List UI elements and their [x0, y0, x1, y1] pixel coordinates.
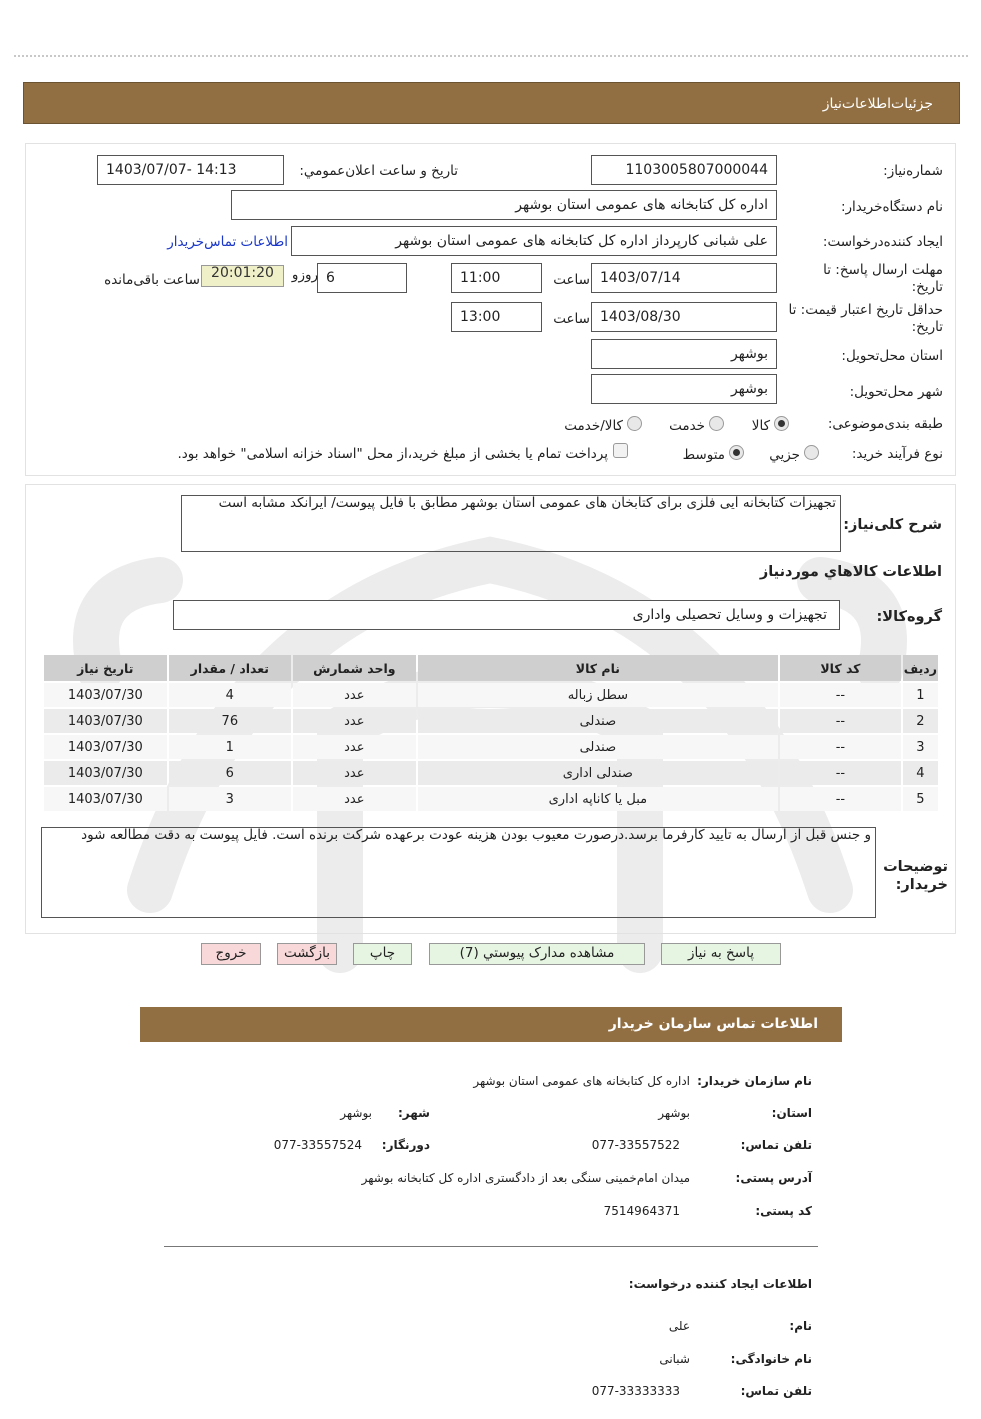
cell-unit: عدد	[293, 709, 416, 733]
contact-postal-value: 7514964371	[603, 1204, 680, 1218]
process-radio-medium[interactable]	[729, 445, 744, 460]
category-option-service: خدمت	[669, 418, 705, 434]
requester-phone-label: تلفن تماس:	[740, 1384, 812, 1398]
category-option-goods-service: کالا/خدمت	[564, 418, 623, 434]
need-number-field: 1103005807000044	[591, 155, 777, 185]
category-label: طبقه بندی‌موضوعی:	[827, 416, 943, 432]
cell-code: --	[780, 709, 901, 733]
contact-phone-label: تلفن تماس:	[740, 1138, 812, 1152]
contact-postal-label: کد پستی:	[755, 1204, 812, 1218]
buyer-notes-textarea[interactable]: و جنس قبل از ارسال به تایید کارفرما برسد.درصورت معیوب بودن هزینه عودت برعهده شرکت برنده است. فایل پیوست به دقت مطالعه شود	[41, 827, 876, 918]
page-header	[23, 82, 960, 124]
requester-name-value: علی	[668, 1319, 690, 1333]
print-button[interactable]: چاپ	[353, 943, 412, 965]
treasury-payment-checkbox[interactable]	[613, 443, 628, 458]
announce-datetime-label: تاریخ و ساعت اعلان‌عمومي:	[299, 163, 458, 179]
price-date-field: 1403/08/30	[591, 302, 777, 332]
requester-family-label: نام خانوادگی:	[730, 1352, 812, 1366]
buyer-org-label: نام دستگاه‌خریدار:	[840, 199, 943, 215]
cell-name: صندلی	[418, 735, 779, 759]
cell-date: 1403/07/30	[44, 735, 167, 759]
contact-address-value: میدان امام‌خمینی سنگی بعد از دادگستری اداره کل کتابخانه بوشهر	[361, 1171, 690, 1185]
buyer-contact-link[interactable]: اطلاعات تماس‌خریدار	[167, 234, 288, 250]
cell-name: مبل یا کاناپه اداری	[418, 787, 779, 811]
contact-divider	[164, 1246, 818, 1247]
cell-row: 4	[903, 761, 938, 785]
countdown-timer: 20:01:20	[201, 265, 284, 287]
cell-unit: عدد	[293, 787, 416, 811]
city-label: شهر محل‌تحویل:	[849, 384, 943, 400]
col-code: کد کالا	[780, 655, 901, 681]
category-radio-goods[interactable]	[774, 416, 789, 431]
cell-unit: عدد	[293, 761, 416, 785]
treasury-payment-note: پرداخت تمام یا بخشی از مبلغ خرید،از محل "اسناد خزانه اسلامی" خواهد بود.	[177, 446, 608, 462]
announce-datetime-field: 1403/07/07- 14:13	[97, 155, 284, 185]
cell-date: 1403/07/30	[44, 787, 167, 811]
cell-row: 2	[903, 709, 938, 733]
goods-table-wrap	[42, 653, 940, 813]
page-title: جزئیات‌اطلاعات‌نیاز	[822, 96, 933, 112]
summary-label: شرح کلی‌نیاز:	[843, 517, 942, 533]
table-row	[44, 787, 938, 811]
cell-date: 1403/07/30	[44, 761, 167, 785]
contact-province-value: بوشهر	[658, 1106, 690, 1120]
cell-row: 3	[903, 735, 938, 759]
creator-label: ایجاد کننده‌درخواست:	[822, 234, 943, 250]
process-radio-minor[interactable]	[804, 445, 819, 460]
reply-date-field: 1403/07/14	[591, 263, 777, 293]
cell-qty: 6	[169, 761, 292, 785]
requester-name-label: نام:	[789, 1319, 812, 1333]
goods-section-title: اطلاعات کالاهاي موردنیاز	[759, 564, 942, 580]
contact-address-label: آدرس پستی:	[735, 1171, 812, 1185]
contact-fax-label: دورنگار:	[381, 1138, 430, 1152]
summary-textarea[interactable]: تجهیزات کتابخانه ایی فلزی برای کتابخان های عمومی استان بوشهر مطابق با فایل پیوست/ ایرانکد مشابه است	[181, 495, 841, 552]
cell-code: --	[780, 683, 901, 707]
col-row: ردیف	[903, 655, 938, 681]
contact-province-label: استان:	[771, 1106, 812, 1120]
price-time-field: 13:00	[451, 302, 542, 332]
process-option-minor: جزیي	[769, 447, 800, 463]
need-number-label: شماره‌نیاز:	[883, 163, 943, 179]
top-dotted-divider	[14, 55, 968, 57]
contact-phone-value: 077-33557522	[591, 1138, 680, 1152]
city-field: بوشهر	[591, 374, 777, 404]
cell-date: 1403/07/30	[44, 683, 167, 707]
cell-code: --	[780, 787, 901, 811]
contact-fax-value: 077-33557524	[273, 1138, 362, 1152]
cell-qty: 1	[169, 735, 292, 759]
goods-group-field: تجهیزات و وسایل تحصیلی واداری	[173, 600, 840, 630]
cell-code: --	[780, 735, 901, 759]
contact-org-label: نام سازمان خریدار:	[697, 1074, 812, 1088]
buyer-notes-label: توضیحات خریدار:	[883, 859, 948, 893]
requester-family-value: شبانی	[659, 1352, 690, 1366]
cell-qty: 4	[169, 683, 292, 707]
table-row	[44, 709, 938, 733]
col-date: تاریخ نیاز	[44, 655, 167, 681]
cell-name: سطل زباله	[418, 683, 779, 707]
category-option-goods: کالا	[751, 418, 770, 434]
process-label: نوع فرآیند خرید:	[851, 446, 943, 462]
contact-org-value: اداره کل کتابخانه های عمومی استان بوشهر	[473, 1074, 690, 1088]
province-field: بوشهر	[591, 339, 777, 369]
category-radio-goods-service[interactable]	[627, 416, 642, 431]
province-label: استان محل‌تحویل:	[841, 348, 943, 364]
cell-qty: 3	[169, 787, 292, 811]
price-validity-label: حداقل تاریخ اعتبار قیمت: تا تاریخ:	[788, 302, 943, 335]
process-option-medium: متوسط	[682, 447, 725, 463]
reply-deadline-label: مهلت ارسال پاسخ: تا تاریخ:	[823, 262, 943, 295]
cell-unit: عدد	[293, 683, 416, 707]
contact-city-value: بوشهر	[340, 1106, 372, 1120]
reply-time-field: 11:00	[451, 263, 542, 293]
cell-date: 1403/07/30	[44, 709, 167, 733]
cell-row: 5	[903, 787, 938, 811]
cell-row: 1	[903, 683, 938, 707]
requester-title: اطلاعات ایجاد کننده درخواست:	[628, 1277, 812, 1291]
cell-name: صندلی اداری	[418, 761, 779, 785]
creator-field: علی شبانی کارپرداز اداره کل کتابخانه های عمومی استان بوشهر	[291, 226, 777, 256]
view-attachments-button[interactable]: مشاهده مدارک پیوستي (7)	[429, 943, 645, 965]
goods-table-header	[44, 655, 938, 681]
cell-qty: 76	[169, 709, 292, 733]
days-label: روزو	[291, 267, 318, 283]
contact-city-label: شهر:	[398, 1106, 430, 1120]
cell-name: صندلی	[418, 709, 779, 733]
col-unit: واحد شمارش	[293, 655, 416, 681]
cell-code: --	[780, 761, 901, 785]
goods-table	[42, 653, 940, 813]
table-row	[44, 761, 938, 785]
table-row	[44, 735, 938, 759]
cell-unit: عدد	[293, 735, 416, 759]
goods-group-label: گروه‌کالا:	[876, 609, 942, 625]
category-radio-service[interactable]	[709, 416, 724, 431]
price-time-label: ساعت	[553, 311, 590, 327]
requester-phone-value: 077-33333333	[591, 1384, 680, 1398]
buyer-contact-title: اطلاعات تماس سازمان خریدار	[608, 1016, 818, 1032]
col-name: نام کالا	[418, 655, 779, 681]
reply-time-label: ساعت	[553, 272, 590, 288]
table-row	[44, 683, 938, 707]
buyer-org-field: اداره کل کتابخانه های عمومی استان بوشهر	[231, 190, 777, 220]
exit-button[interactable]: خروج	[201, 943, 261, 965]
reply-button[interactable]: پاسخ به نیاز	[661, 943, 781, 965]
remaining-label: ساعت باقی‌مانده	[104, 272, 200, 288]
back-button[interactable]: بازگشت	[277, 943, 337, 965]
buyer-contact-header	[140, 1007, 842, 1042]
col-qty: تعداد / مقدار	[169, 655, 292, 681]
remaining-days-field: 6	[317, 263, 407, 293]
